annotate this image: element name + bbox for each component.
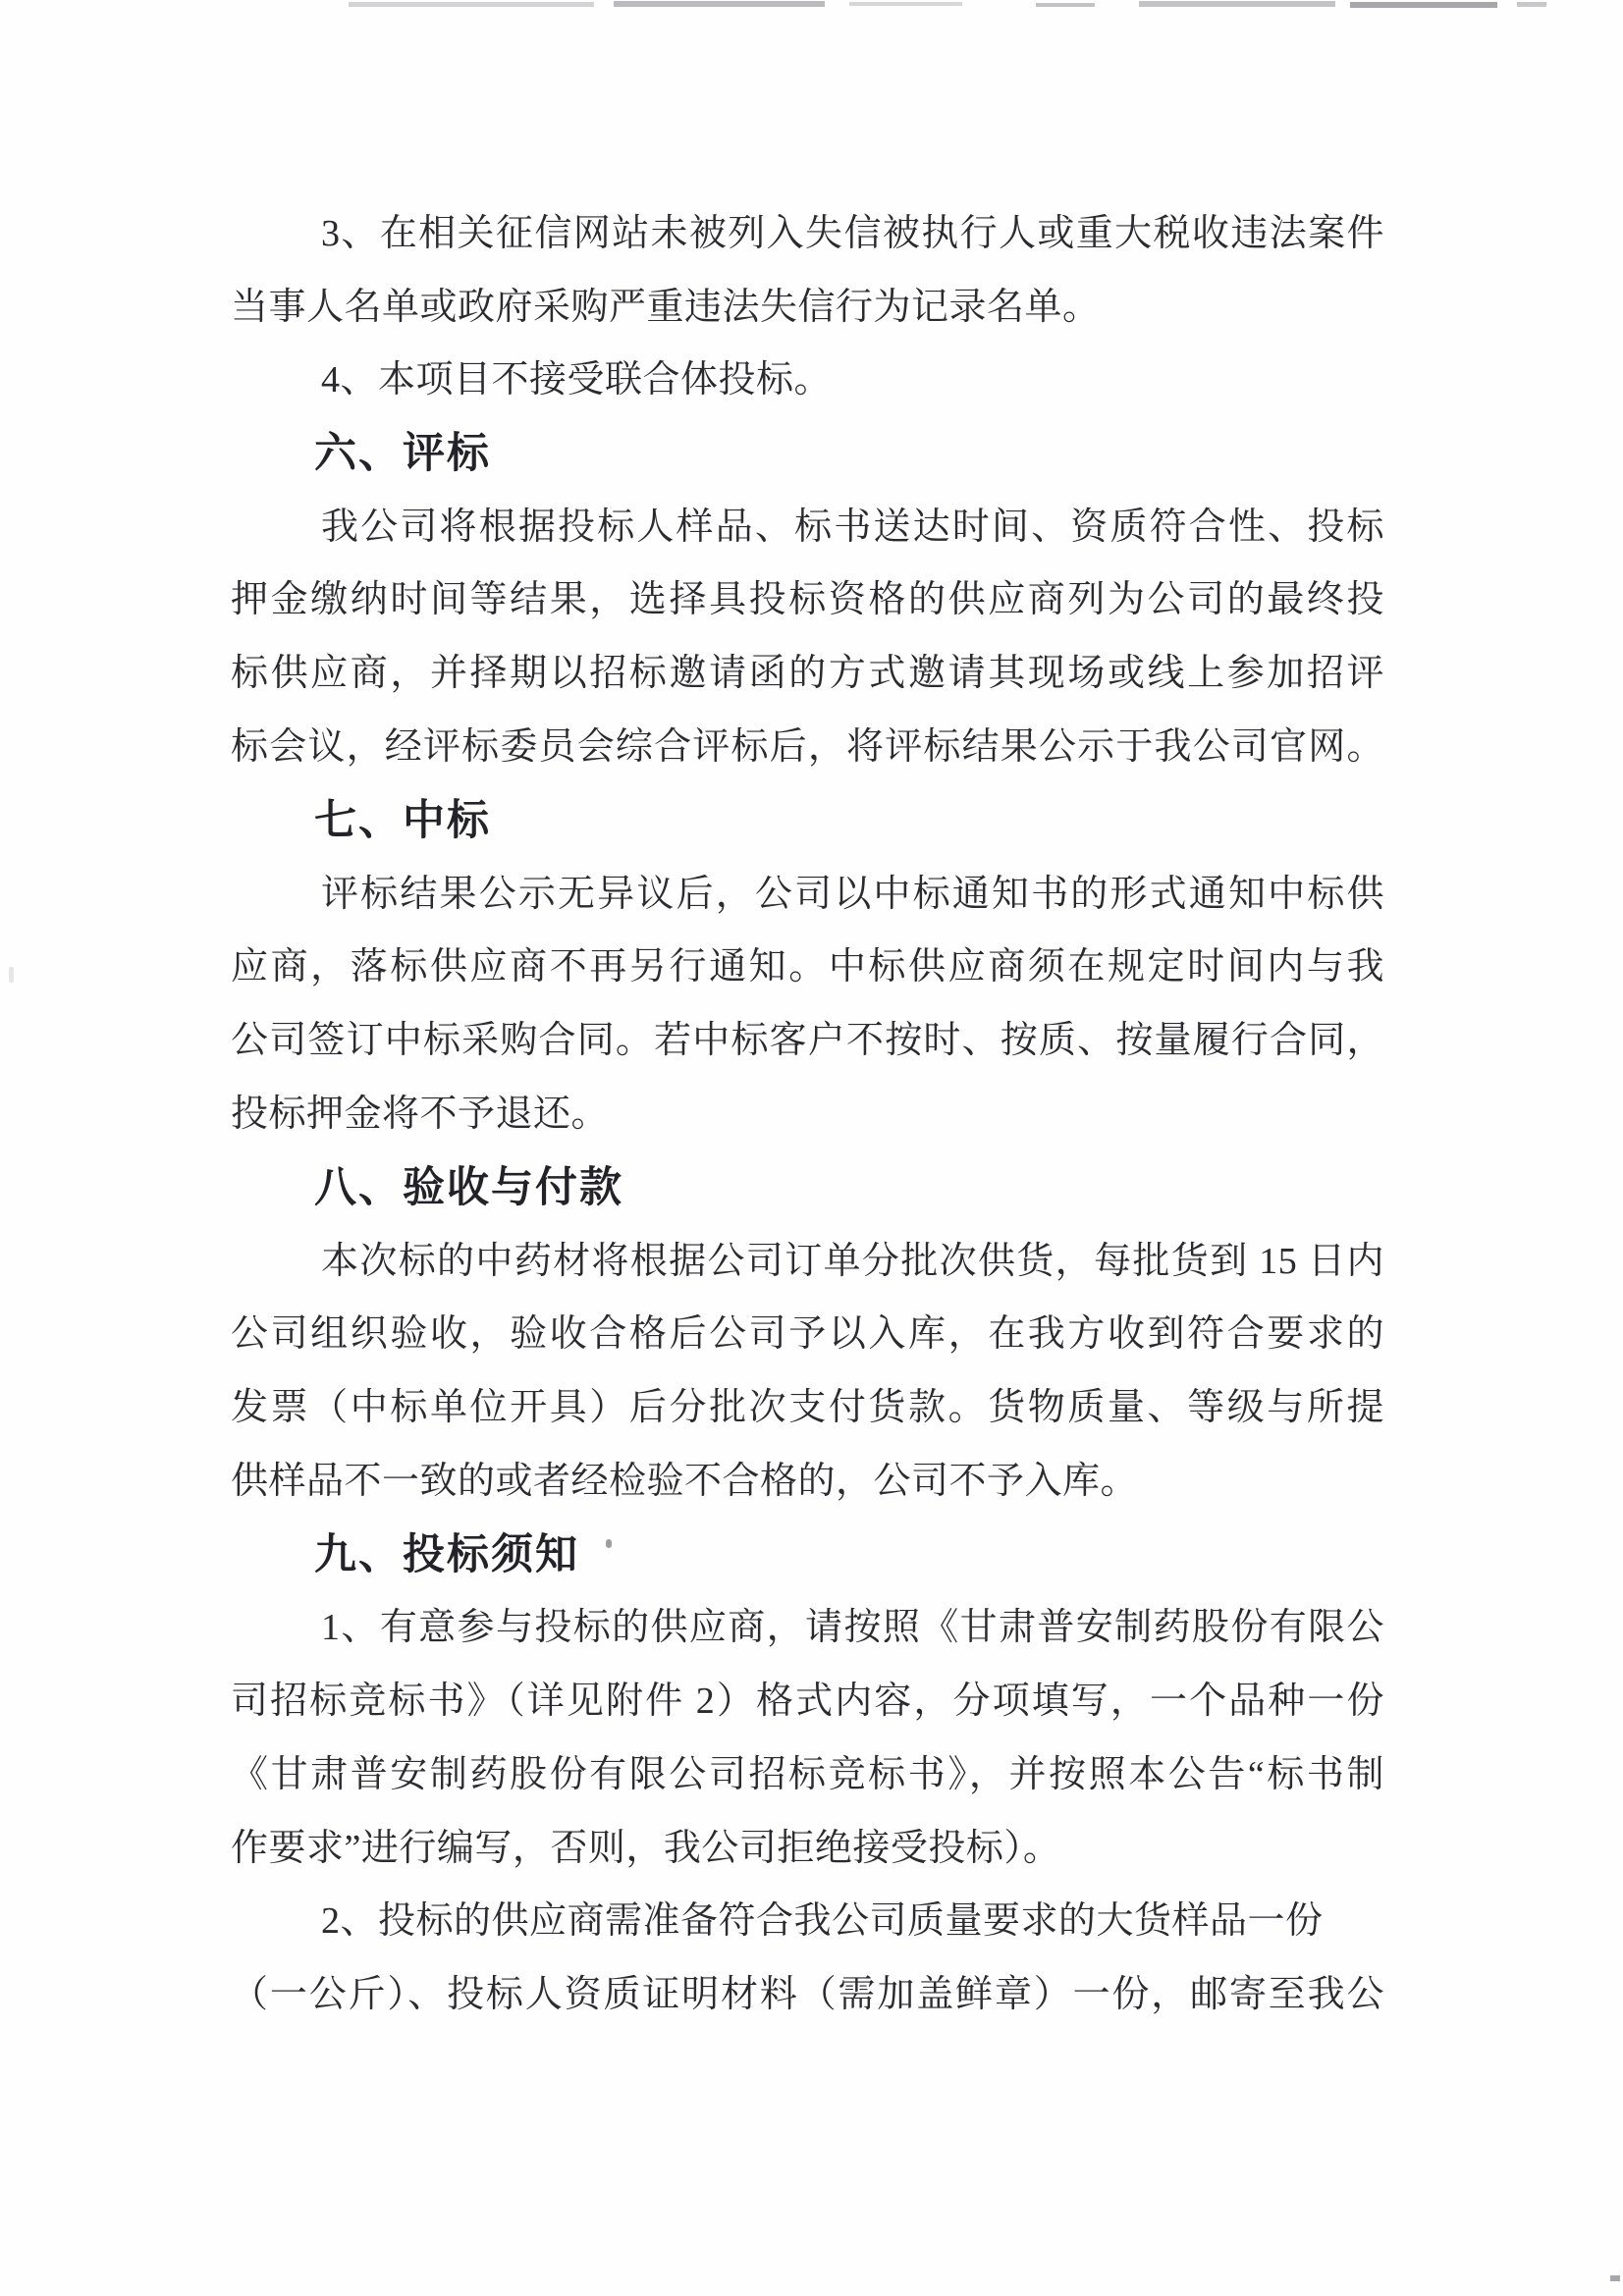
doc-line: 评标结果公示无异议后，公司以中标通知书的形式通知中标供 bbox=[321, 874, 1384, 915]
doc-line: 供样品不一致的或者经检验不合格的，公司不予入库。 bbox=[231, 1461, 1139, 1502]
scan-artifact-top-3 bbox=[849, 2, 962, 6]
doc-line: 2、投标的供应商需准备符合我公司质量要求的大货样品一份 bbox=[321, 1900, 1324, 1942]
doc-line: 作要求”进行编写，否则，我公司拒绝接受投标）。 bbox=[231, 1828, 1061, 1869]
doc-line: 我公司将根据投标人样品、标书送达时间、资质符合性、投标 bbox=[321, 507, 1384, 548]
doc-line: 应商，落标供应商不再另行通知。中标供应商须在规定时间内与我 bbox=[231, 946, 1384, 988]
doc-line: 发票（中标单位开具）后分批次支付货款。货物质量、等级与所提 bbox=[231, 1387, 1384, 1428]
scan-artifact-top-5 bbox=[1139, 1, 1335, 7]
scan-artifact-top-1 bbox=[349, 2, 594, 7]
section-heading-eight: 八、验收与付款 bbox=[314, 1164, 623, 1211]
doc-line: 3、在相关征信网站未被列入失信被执行人或重大税收违法案件 bbox=[321, 213, 1384, 254]
section-heading-six: 六、评标 bbox=[314, 430, 491, 477]
doc-line: 押金缴纳时间等结果，选择具投标资格的供应商列为公司的最终投 bbox=[231, 579, 1384, 620]
scan-artifact-top-7 bbox=[1517, 2, 1546, 7]
scan-artifact-bottom-right bbox=[1610, 2275, 1620, 2281]
doc-line: 公司签订中标采购合同。若中标客户不按时、按质、按量履行合同， bbox=[231, 1020, 1384, 1061]
scan-artifact-top-6 bbox=[1350, 2, 1497, 8]
doc-line: 当事人名单或政府采购严重违法失信行为记录名单。 bbox=[231, 287, 1101, 328]
doc-line: 司招标竞标书》（详见附件 2）格式内容，分项填写，一个品种一份 bbox=[231, 1681, 1384, 1722]
doc-line: 《甘肃普安制药股份有限公司招标竞标书》，并按照本公告“标书制 bbox=[231, 1754, 1384, 1795]
scan-artifact-top-4 bbox=[1036, 3, 1095, 7]
doc-line: 公司组织验收，验收合格后公司予以入库，在我方收到符合要求的 bbox=[231, 1313, 1384, 1355]
doc-line: 标会议，经评标委员会综合评标后，将评标结果公示于我公司官网。 bbox=[231, 726, 1384, 768]
doc-line: 本次标的中药材将根据公司订单分批次供货，每批货到 15 日内 bbox=[321, 1241, 1384, 1282]
doc-line: 投标押金将不予退还。 bbox=[231, 1094, 610, 1135]
doc-line: 标供应商，并择期以招标邀请函的方式邀请其现场或线上参加招评 bbox=[231, 653, 1384, 694]
scan-artifact-top-2 bbox=[614, 1, 825, 7]
section-heading-nine: 九、投标须知 bbox=[314, 1531, 579, 1578]
doc-line: （一公斤）、投标人资质证明材料（需加盖鲜章）一份，邮寄至我公 bbox=[231, 1974, 1384, 2015]
doc-line: 4、本项目不接受联合体投标。 bbox=[321, 359, 833, 400]
scan-artifact-left bbox=[9, 967, 14, 983]
section-heading-seven: 七、中标 bbox=[314, 797, 491, 844]
doc-line: 1、有意参与投标的供应商，请按照《甘肃普安制药股份有限公 bbox=[321, 1607, 1384, 1648]
